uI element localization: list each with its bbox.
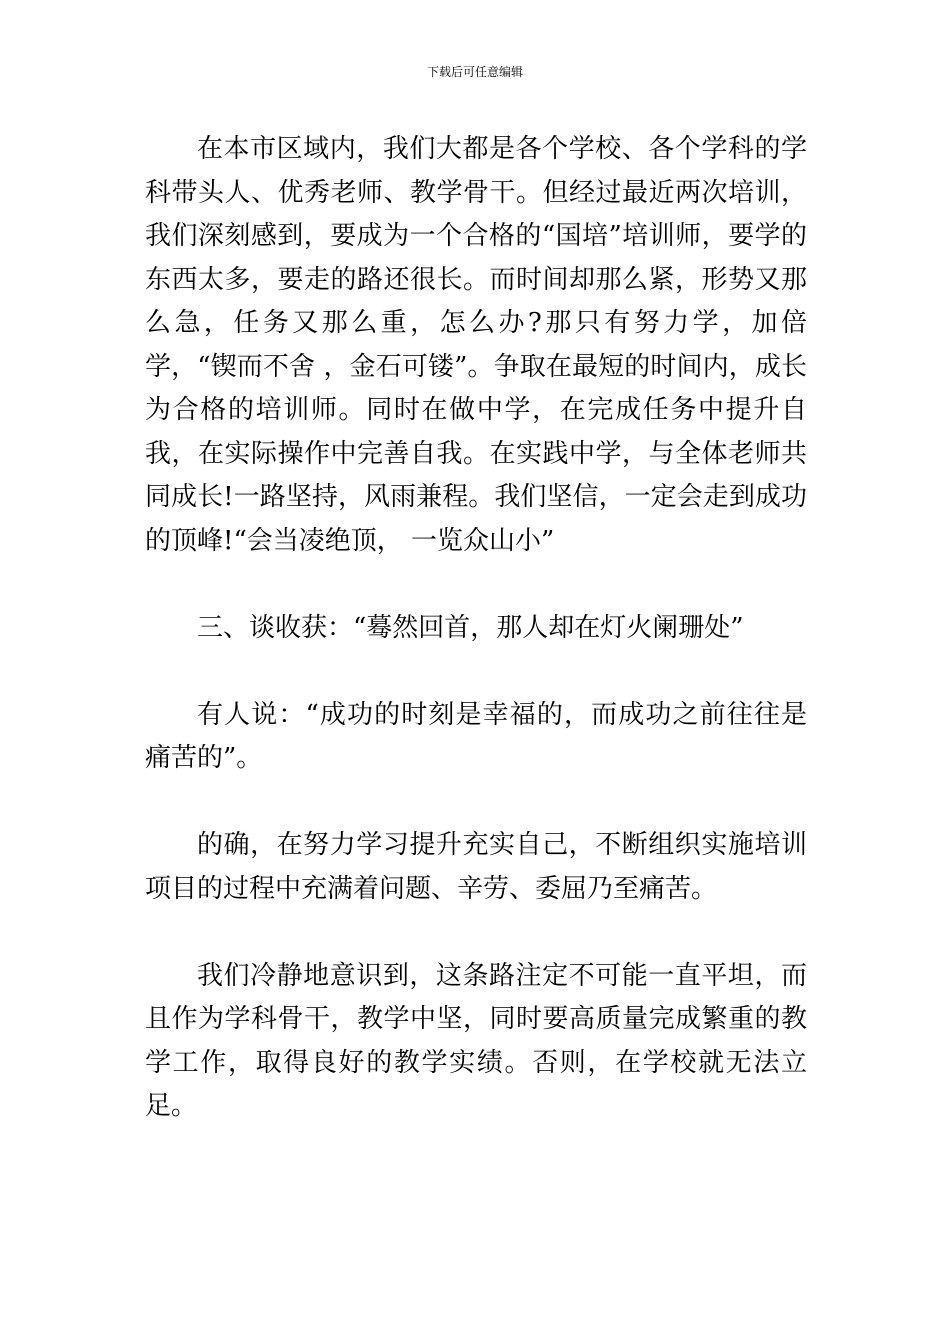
document-body (145, 128, 807, 1129)
paragraph-growth: 在本市区域内，我们大都是各个学校、各个学科的学科带头人、优秀老师、教学骨干。但经过最近两次培训，我们深刻感到，要成为一个合格的“国培”培训师，要学的东西太多，要走的路还很长。而时间却那么紧，形势又那么急，任务又那么重，怎么办?那只有努力学，加倍学，“锲而不舍 ，金石可镂”。争取在最短的时间内，成长为合格的培训师。同时在做中学，在完成任务中提升自我，在实际操作中完善自我。在实践中学，与全体老师共同成长!一路坚持，风雨兼程。我们坚信，一定会走到成功的顶峰!“会当凌绝顶， 一览众山小” (145, 134, 807, 556)
paragraph-reflection: 我们冷静地意识到，这条路注定不可能一直平坦，而且作为学科骨干，教学中坚，同时要高质量完成繁重的教学工作，取得良好的教学实绩。否则，在学校就无法立足。 (145, 960, 807, 1121)
paragraph-quote: 有人说：“成功的时刻是幸福的，而成功之前往往是痛苦的”。 (145, 699, 807, 773)
paragraph-gap (145, 781, 807, 825)
paragraph-gap (145, 563, 807, 607)
paragraph-gap (145, 911, 807, 955)
page-header: 下载后可任意编辑 (426, 65, 523, 79)
paragraph-hardship: 的确，在努力学习提升充实自己，不断组织实施培训项目的过程中充满着问题、辛劳、委屈乃至痛苦。 (145, 830, 807, 904)
section-heading-harvest: 三、谈收获：“蓦然回首，那人却在灯火阑珊处” (197, 612, 744, 643)
paragraph-gap (145, 650, 807, 694)
